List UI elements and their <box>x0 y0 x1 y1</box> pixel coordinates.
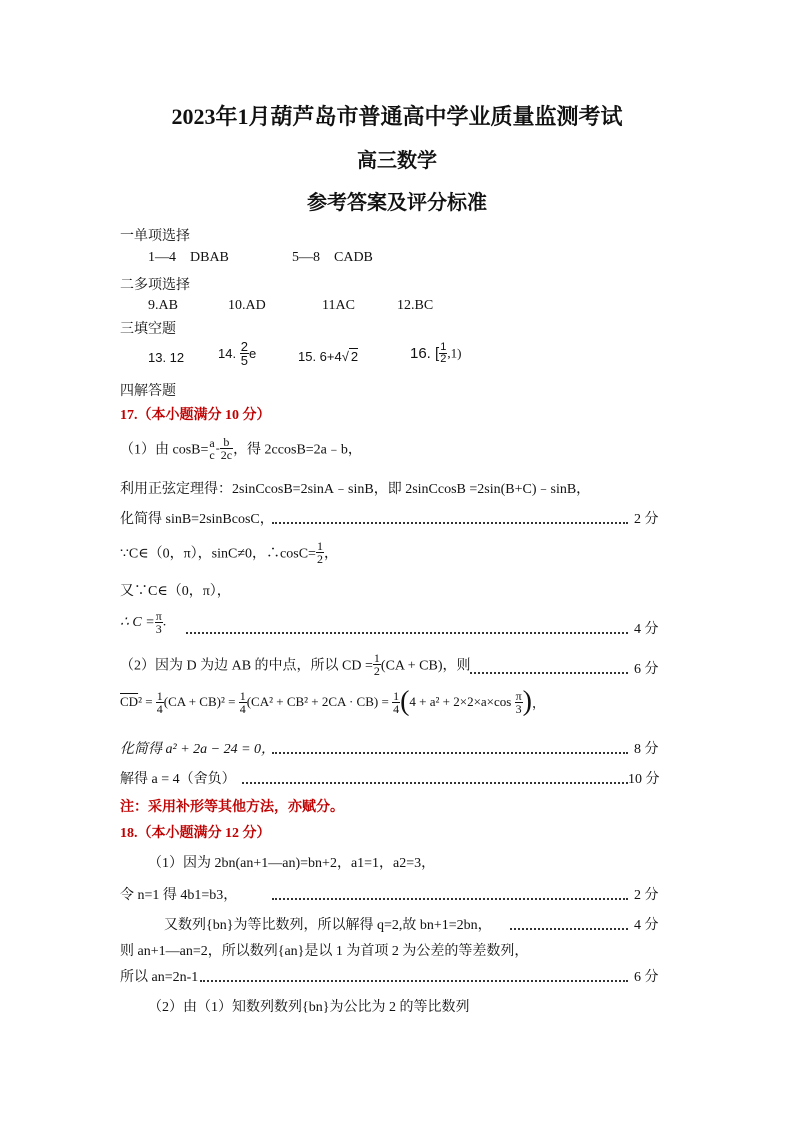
section-label-fill-blank: 三填空题 <box>120 322 176 337</box>
right-paren: ) <box>522 686 532 717</box>
denominator: 3 <box>515 701 522 716</box>
sqrt-sign: √ <box>341 349 349 364</box>
leader-dots <box>272 522 628 524</box>
answers-value: CADB <box>334 250 373 265</box>
numerator: 1 <box>239 688 246 703</box>
leader-dots <box>186 632 628 634</box>
q17-line5: 又∵C∈（0，π）， <box>120 584 231 599</box>
q17-line7-pre: （2）因为 D 为边 AB 的中点，所以 CD = <box>120 658 373 674</box>
left-paren: ( <box>400 686 410 717</box>
numerator: π <box>515 688 522 703</box>
answer-15 <box>298 348 358 364</box>
answers-1-4 <box>148 250 229 266</box>
answer-14-label: 14. <box>218 346 237 361</box>
q18-line4: 则 an+1—an=2，所以数列{an}是以 1 为首项 2 为公差的等差数列， <box>120 944 529 959</box>
minus: - <box>215 441 220 455</box>
q18-line5: 所以 an=2n-1 <box>120 970 199 985</box>
leader-dots <box>242 782 628 784</box>
score: 6 分 <box>634 662 659 677</box>
denominator: 2 <box>373 664 380 678</box>
page-title: 2023年1月葫芦岛市普通高中学业质量监测考试 <box>171 104 623 129</box>
answer-10: 10.AD <box>228 298 266 313</box>
denominator: 4 <box>239 701 246 716</box>
leader-dots <box>272 752 628 754</box>
q17-line4-post: ， <box>323 546 338 562</box>
numerator: 1 <box>393 688 400 703</box>
q17-line2: 利用正弦定理得：2sinCcosB=2sinA﹣sinB，即 2sinCcosB =2sin(B+C)﹣sinB， <box>120 482 591 497</box>
fraction <box>392 690 400 715</box>
answers-range: 5—8 <box>292 250 320 265</box>
q17-heading: 17.（本小题满分 10 分） <box>120 408 271 423</box>
fraction <box>373 652 381 677</box>
subtitle: 参考答案及评分标准 <box>307 192 487 214</box>
fraction <box>240 340 249 367</box>
denominator: 5 <box>240 353 248 368</box>
expr: ² = <box>138 694 153 709</box>
numerator: 1 <box>156 688 163 703</box>
numerator: 1 <box>316 539 323 553</box>
q17-line8 <box>120 688 545 716</box>
score: 2 分 <box>634 888 659 903</box>
q17-line9: 化简得 a² + 2a − 24 = 0， <box>120 742 276 757</box>
numerator: 1 <box>440 341 447 353</box>
q17-line4 <box>120 540 338 565</box>
answer-9: 9.AB <box>148 298 178 313</box>
fraction <box>155 610 163 635</box>
answer-16-tail: ,1) <box>447 345 462 361</box>
denominator: 3 <box>155 622 162 636</box>
fraction <box>515 690 523 715</box>
fraction <box>208 437 215 461</box>
q17-line6-pre: ∴ C = <box>120 615 155 630</box>
subject-title: 高三数学 <box>357 150 437 172</box>
q18-line2: 令 n=1 得 4b1=b3， <box>120 888 238 903</box>
score: 4 分 <box>634 622 659 637</box>
q17-line6-post: . <box>162 614 167 630</box>
expr: (CA² + CB² + 2CA · CB) = <box>246 694 389 709</box>
answer-16-label: 16. [ <box>410 345 440 362</box>
section-label-multi-choice: 二多项选择 <box>120 278 190 293</box>
section-label-single-choice: 一单项选择 <box>120 229 190 244</box>
score: 4 分 <box>634 918 659 933</box>
q17-line7 <box>120 652 470 677</box>
q17-line7-post: (CA + CB)，则 <box>380 658 471 674</box>
leader-dots <box>272 898 628 900</box>
vector-cd: $\overline{CD}$ <box>120 694 139 709</box>
q18-line1: （1）因为 2bn(an+1—an)=bn+2，a1=1，a2=3， <box>148 856 436 871</box>
fraction <box>239 690 247 715</box>
q17-line6 <box>120 610 166 635</box>
numerator: 1 <box>373 651 380 665</box>
numerator: 2 <box>240 339 248 354</box>
q17-line1-post: ，得 2ccosB=2a﹣b， <box>233 442 362 458</box>
answer-16 <box>410 342 461 365</box>
q17-note: 注：采用补形等其他方法，亦赋分。 <box>120 800 344 815</box>
q17-line1 <box>120 436 362 461</box>
numerator: a <box>209 435 215 450</box>
expr: (CA + CB)² = <box>163 694 236 709</box>
answers-value: DBAB <box>190 250 229 265</box>
answer-14-e: e <box>248 346 257 361</box>
denominator: 2 <box>440 353 447 365</box>
answer-12: 12.BC <box>397 298 434 313</box>
q18-line3: 又数列{bn}为等比数列，所以解得 q=2,故 bn+1=2bn， <box>164 918 492 933</box>
denominator: 2c <box>220 448 233 462</box>
score: 2 分 <box>634 512 659 527</box>
answer-14 <box>218 340 256 367</box>
answers-range: 1—4 <box>148 250 176 265</box>
answer-11: 11AC <box>322 298 355 313</box>
denominator: c <box>209 447 215 462</box>
q17-line10: 解得 a = 4（舍负） <box>120 772 236 787</box>
fraction <box>220 436 233 461</box>
expr: 4 + a² + 2×2×a×cos <box>409 694 512 709</box>
q17-line1-pre: （1）由 cosB= <box>120 442 209 458</box>
denominator: 4 <box>393 701 400 716</box>
q17-line3: 化简得 sinB=2sinBcosC， <box>120 512 274 527</box>
answers-5-8 <box>292 250 373 266</box>
numerator: π <box>155 609 162 623</box>
denominator: 2 <box>316 552 323 566</box>
leader-dots <box>510 928 628 930</box>
score: 6 分 <box>634 970 659 985</box>
q18-heading: 18.（本小题满分 12 分） <box>120 826 271 841</box>
score: 8 分 <box>634 742 659 757</box>
fraction <box>316 540 324 565</box>
denominator: 4 <box>156 701 163 716</box>
answer-13: 13. 12 <box>148 350 185 365</box>
numerator: b <box>223 435 230 449</box>
expr: ， <box>531 695 545 711</box>
leader-dots <box>470 672 628 674</box>
q18-line6: （2）由（1）知数列数列{bn}为公比为 2 的等比数列 <box>148 1000 470 1015</box>
answer-15-label: 15. 6+4 <box>298 349 342 364</box>
q17-line4-pre: ∵C∈（0，π），sinC≠0，∴cosC= <box>120 546 316 562</box>
section-label-answer: 四解答题 <box>120 384 176 399</box>
radicand: 2 <box>350 349 359 364</box>
fraction <box>156 690 164 715</box>
score: 10 分 <box>628 772 660 787</box>
leader-dots <box>200 980 628 982</box>
